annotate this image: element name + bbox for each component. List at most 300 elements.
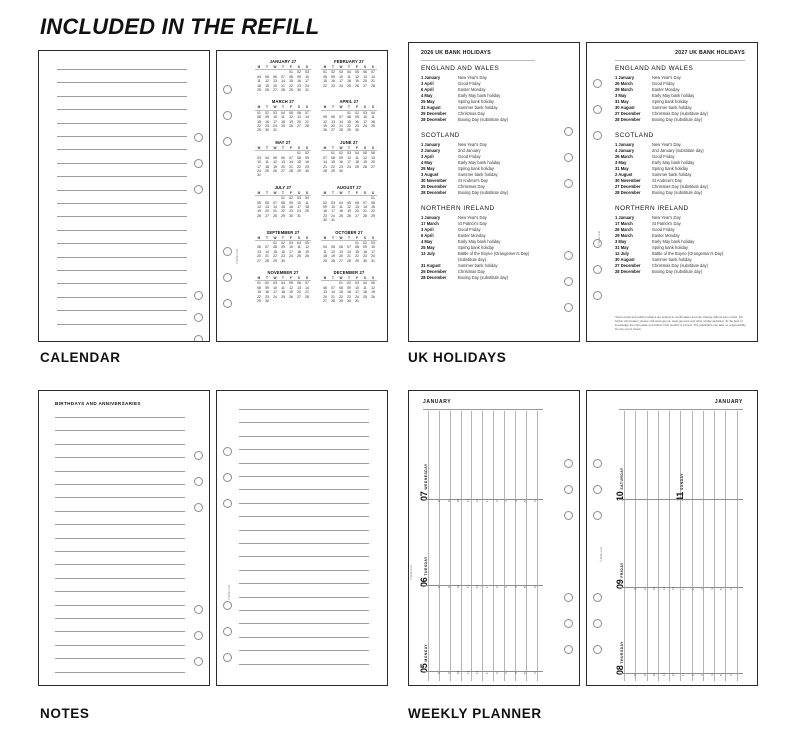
mini-month [255, 140, 311, 178]
day-cell: 10 [331, 204, 335, 209]
day-cell: 30 [265, 128, 269, 133]
day-cell: 16 [355, 119, 359, 124]
holiday-date: 28 December [421, 117, 447, 122]
day-cell: 17 [371, 249, 375, 254]
day-cell: 07 [363, 200, 367, 205]
planner-hour-label: 10 [652, 586, 657, 590]
holidays-list-2027 [615, 65, 747, 284]
day-cell: 23 [331, 83, 335, 88]
day-cell: 04 [265, 155, 269, 160]
day-of-week-label: T [279, 191, 287, 196]
day-cell: 26 [323, 128, 327, 133]
day-cell: 13 [363, 74, 367, 79]
mini-month [321, 230, 377, 263]
day-cell: 23 [323, 213, 327, 218]
holiday-name: Early May bank holiday [458, 93, 501, 98]
day-of-week-label: T [263, 105, 271, 110]
day-cell: 10 [305, 74, 309, 79]
day-cell: 13 [297, 285, 301, 290]
day-cell: 25 [339, 213, 343, 218]
holiday-name: Good Friday [458, 81, 481, 86]
planner-hour-label: 9 [642, 674, 647, 676]
day-cell: 31 [297, 213, 301, 218]
ring-hole-icon [593, 131, 602, 140]
holiday-date: 25 May [421, 245, 435, 250]
ring-hole-icon [194, 451, 203, 460]
planner-hour-label: 1 [485, 586, 489, 588]
ruled-lines [57, 65, 187, 333]
planner-hour-column [680, 411, 681, 681]
day-cell: 15 [257, 290, 261, 295]
day-cell: 20 [297, 119, 301, 124]
day-cell: 07 [273, 200, 277, 205]
planner-hour-label: 3 [504, 586, 509, 588]
day-of-week-label: T [345, 146, 353, 151]
day-cell: 04 [339, 200, 343, 205]
holiday-region-title: SCOTLAND [615, 132, 654, 139]
planner-day-name: THURSDAY [620, 641, 624, 664]
day-of-week-label: F [287, 146, 295, 151]
holiday-region [421, 65, 549, 123]
ruled-line [57, 324, 187, 325]
ruled-line [55, 430, 185, 431]
day-cell: 02 [347, 281, 351, 286]
planner-hour-label: 4 [513, 586, 518, 588]
holiday-name: Easter Monday [652, 233, 680, 238]
day-cell: 12 [331, 249, 335, 254]
day-cell: 05 [257, 200, 261, 205]
ruled-line [55, 672, 185, 673]
day-of-week-label: M [321, 105, 329, 110]
holiday-date: 4 May [421, 160, 433, 165]
day-of-week-label: W [271, 65, 279, 70]
day-of-week-label: F [353, 191, 361, 196]
holiday-name: Spring bank holiday [652, 99, 688, 104]
day-cell: 12 [355, 74, 359, 79]
day-cell: 27 [257, 258, 261, 263]
day-of-week-label: W [271, 276, 279, 281]
day-cell: 02 [305, 151, 309, 156]
planner-hour-column [461, 411, 462, 681]
mini-month-title: SEPTEMBER 27 [266, 229, 300, 235]
ruled-line [55, 497, 185, 498]
day-cell: 16 [289, 204, 293, 209]
holiday-name: Good Friday [652, 154, 675, 159]
day-of-week-label: T [263, 276, 271, 281]
day-of-week-label: M [255, 65, 263, 70]
day-of-week-label: S [361, 276, 369, 281]
holiday-region [421, 205, 549, 281]
holiday-date: 3 April [421, 154, 434, 159]
holiday-name: St Andrew's Day [458, 178, 488, 183]
day-cell: 31 [331, 218, 335, 223]
day-cell: 22 [281, 209, 285, 214]
day-cell: 20 [355, 209, 359, 214]
day-cell: 28 [273, 213, 277, 218]
planner-hour-label: 5 [523, 500, 528, 502]
holidays-footnote: *Some bank and public holidays are subject to confirmation and can change without prior notice. For further information, please visit www.gov.uk, www.gov.scot and other similar websites. To the best of knowledge the information provided in this product is correct. The publishers can take no responsibility for any errors herein. [615, 315, 746, 331]
planner-hour-label: 6 [729, 588, 733, 590]
day-cell: 08 [323, 74, 327, 79]
day-cell: 10 [273, 285, 277, 290]
day-cell: 01 [289, 70, 293, 75]
day-cell: 27 [323, 299, 327, 304]
holiday-date: 31 May [615, 99, 629, 104]
holiday-date: 30 November [615, 178, 641, 183]
day-cell: 15 [347, 119, 351, 124]
mini-month-title: OCTOBER 27 [335, 229, 363, 235]
planner-hour-label: 10 [456, 670, 461, 674]
ring-hole-icon [194, 477, 203, 486]
day-cell: 23 [363, 254, 367, 259]
ring-hole-icon [194, 133, 203, 142]
day-cell: 12 [273, 160, 277, 165]
holiday-row [615, 117, 747, 123]
ruled-line [239, 476, 369, 477]
planner-day-label [615, 562, 625, 589]
day-cell: 20 [363, 79, 367, 84]
ring-hole-icon [593, 79, 602, 88]
day-cell: 18 [281, 119, 285, 124]
day-cell: 25 [265, 168, 269, 173]
holiday-region [421, 132, 549, 196]
day-cell: 17 [305, 79, 309, 84]
day-cell: 15 [355, 249, 359, 254]
day-cell: 15 [297, 160, 301, 165]
day-of-week-label: T [345, 105, 353, 110]
day-cell: 28 [281, 88, 285, 93]
mini-month-title: JULY 27 [274, 184, 292, 190]
day-of-week-label: M [321, 65, 329, 70]
day-cell: 12 [265, 79, 269, 84]
holiday-name: Boxing Day (substitute day) [652, 269, 703, 274]
day-cell: 30 [323, 218, 327, 223]
day-cell: 01 [331, 151, 335, 156]
day-cell: 16 [305, 160, 309, 165]
holiday-date: 6 April [421, 87, 434, 92]
ring-hole-icon [564, 645, 573, 654]
day-of-week-label: F [353, 65, 361, 70]
ruled-lines [55, 409, 185, 677]
day-cell: 10 [273, 115, 277, 120]
planner-month-right: JANUARY [714, 399, 743, 405]
day-of-week-label: M [321, 146, 329, 151]
day-cell: 09 [281, 245, 285, 250]
day-cell: 09 [297, 74, 301, 79]
mini-month-title: JANUARY 27 [269, 59, 297, 64]
day-cell: 24 [371, 254, 375, 259]
day-cell: 14 [323, 160, 327, 165]
mini-month-days [255, 191, 311, 218]
holiday-name: Early May bank holiday [652, 239, 695, 244]
ring-hole-icon [223, 111, 232, 120]
day-of-week-label: W [271, 105, 279, 110]
day-cell: 10 [347, 155, 351, 160]
mini-month-days [321, 276, 377, 303]
day-cell: 17 [273, 119, 277, 124]
ring-hole-icon [194, 503, 203, 512]
day-cell: 11 [281, 285, 285, 290]
planner-hour-columns-right [619, 411, 743, 681]
day-cell: 20 [273, 83, 277, 88]
ruled-line [57, 230, 187, 231]
ring-hole-icon [194, 291, 203, 300]
ruled-line [55, 551, 185, 552]
day-cell: 14 [339, 119, 343, 124]
day-cell: 14 [371, 74, 375, 79]
planner-hour-label: 8 [437, 586, 441, 588]
day-cell: 24 [363, 124, 367, 129]
day-cell: 18 [305, 204, 309, 209]
day-cell: 07 [323, 155, 327, 160]
holidays-heading-2027: 2027 UK BANK HOLIDAYS [675, 50, 745, 56]
planner-hour-label: 1 [681, 588, 685, 590]
holiday-date: 2 January [421, 148, 441, 153]
ruled-line [57, 270, 187, 271]
day-cell: 13 [265, 204, 269, 209]
planner-hour-label: 10 [652, 672, 657, 676]
ring-hole-icon [593, 593, 602, 602]
planner-day-number: 08 [615, 665, 625, 675]
ruled-lines [239, 405, 369, 677]
day-cell: 25 [363, 294, 367, 299]
day-cell: 27 [273, 88, 277, 93]
ring-hole-icon [223, 473, 232, 482]
planner-day-name: TUESDAY [424, 556, 428, 576]
ruled-line [57, 283, 187, 284]
mini-month [255, 99, 311, 132]
planner-day-label [419, 463, 429, 501]
day-of-week-label: T [263, 146, 271, 151]
ring-hole-icon [593, 485, 602, 494]
day-cell: 21 [347, 254, 351, 259]
day-cell: 04 [305, 196, 309, 201]
day-of-week-label: M [255, 191, 263, 196]
planner-day-separator [619, 499, 743, 500]
day-cell: 02 [331, 70, 335, 75]
holiday-date: 1 January [421, 142, 441, 147]
heading-divider [615, 60, 745, 61]
ruled-line [57, 149, 187, 150]
day-cell: 03 [273, 281, 277, 286]
holiday-name: Boxing Day (substitute day) [458, 117, 509, 122]
day-cell: 10 [297, 200, 301, 205]
planner-hour-label: 1 [485, 500, 489, 502]
day-cell: 21 [339, 124, 343, 129]
planner-hour-label: 9 [642, 588, 647, 590]
day-cell: 10 [257, 160, 261, 165]
day-cell: 06 [273, 74, 277, 79]
holiday-date: 30 August [615, 105, 635, 110]
ruled-line [55, 444, 185, 445]
planner-hour-column [493, 411, 494, 681]
day-cell: 21 [305, 290, 309, 295]
day-cell: 03 [305, 70, 309, 75]
planner-day-number: 09 [615, 579, 625, 589]
day-cell: 04 [347, 70, 351, 75]
ring-hole-icon [194, 605, 203, 614]
day-of-week-label: T [279, 276, 287, 281]
day-cell: 11 [297, 245, 301, 250]
day-of-week-label: T [329, 276, 337, 281]
day-cell: 12 [323, 119, 327, 124]
day-cell: 12 [363, 155, 367, 160]
ring-hole-icon [593, 459, 602, 468]
day-cell: 08 [371, 200, 375, 205]
day-of-week-label: T [279, 105, 287, 110]
day-cell: 22 [257, 124, 261, 129]
ring-hole-icon [564, 251, 573, 260]
holiday-name: Good Friday [652, 227, 675, 232]
day-cell: 25 [305, 209, 309, 214]
day-cell: 25 [355, 164, 359, 169]
planner-hour-label: 2 [494, 500, 499, 502]
day-of-week-label: T [329, 146, 337, 151]
day-cell: 18 [363, 290, 367, 295]
ruled-line [239, 583, 369, 584]
ruled-line [57, 163, 187, 164]
day-cell: 30 [347, 299, 351, 304]
day-cell: 20 [371, 160, 375, 165]
day-cell: 15 [281, 204, 285, 209]
day-cell: 17 [355, 290, 359, 295]
ruled-line [239, 409, 369, 410]
day-cell: 22 [257, 294, 261, 299]
day-of-week-label: S [303, 65, 311, 70]
day-cell: 14 [331, 290, 335, 295]
mini-month [321, 185, 377, 223]
ruled-line [239, 664, 369, 665]
holiday-name: Good Friday [652, 81, 675, 86]
holiday-name: Battle of the Boyne (Orangemen's Day) [652, 251, 724, 256]
uk-holidays-2026-inner [409, 43, 579, 341]
mini-month-title: MARCH 27 [271, 99, 295, 105]
mini-month [255, 230, 311, 263]
day-cell: 26 [331, 258, 335, 263]
ruled-line [55, 457, 185, 458]
ruled-line [239, 570, 369, 571]
day-cell: 14 [305, 285, 309, 290]
day-cell: 28 [339, 128, 343, 133]
holiday-name: New Year's Day [652, 142, 681, 147]
ring-hole-icon [564, 277, 573, 286]
holiday-name: Boxing Day (substitute day) [458, 275, 509, 280]
planner-hour-label: 10 [456, 498, 461, 502]
planner-hour-column [658, 411, 659, 681]
day-cell: 21 [363, 209, 367, 214]
day-cell: 19 [331, 254, 335, 259]
holiday-name: Early May bank holiday [458, 160, 501, 165]
day-cell: 03 [289, 240, 293, 245]
day-of-week-label: T [329, 65, 337, 70]
uk-holidays-sheet-2027 [586, 42, 758, 342]
brand-mark: © filofax.com [600, 546, 603, 562]
day-cell: 26 [257, 213, 261, 218]
day-cell: 18 [257, 83, 261, 88]
day-cell: 06 [265, 200, 269, 205]
day-cell: 29 [339, 299, 343, 304]
day-cell: 17 [297, 204, 301, 209]
day-cell: 14 [289, 160, 293, 165]
day-cell: 06 [371, 151, 375, 156]
ruled-line [55, 605, 185, 606]
planner-hour-label: 6 [533, 500, 537, 502]
holiday-date: 12 July [615, 251, 629, 256]
day-cell: 02 [265, 281, 269, 286]
ring-hole-icon [564, 459, 573, 468]
holiday-name: Boxing Day (substitute day) [652, 190, 703, 195]
planner-hour-label: 2 [494, 672, 499, 674]
holiday-name: New Year's Day [652, 215, 681, 220]
day-cell: 16 [331, 79, 335, 84]
day-cell: 09 [331, 74, 335, 79]
day-cell: 08 [257, 115, 261, 120]
ruled-line [55, 511, 185, 512]
mini-month-days [321, 105, 377, 132]
holiday-date: 31 May [615, 245, 629, 250]
day-cell: 15 [371, 204, 375, 209]
ruled-line [57, 123, 187, 124]
ruled-line [55, 417, 185, 418]
day-cell: 13 [273, 79, 277, 84]
day-cell: 10 [355, 285, 359, 290]
ruled-line [239, 556, 369, 557]
holiday-date: 29 March [615, 233, 633, 238]
day-cell: 29 [257, 128, 261, 133]
day-cell: 19 [355, 79, 359, 84]
day-cell: 16 [265, 119, 269, 124]
day-cell: 21 [265, 254, 269, 259]
day-cell: 07 [347, 245, 351, 250]
day-cell: 06 [355, 200, 359, 205]
day-cell: 25 [347, 83, 351, 88]
notes-sheet-right [216, 390, 388, 686]
day-cell: 11 [339, 204, 343, 209]
day-of-week-label: W [337, 236, 345, 241]
day-cell: 06 [281, 155, 285, 160]
day-cell: 15 [273, 249, 277, 254]
day-of-week-label: S [369, 65, 377, 70]
planner-hour-label: 3 [504, 672, 509, 674]
planner-hour-column [635, 411, 636, 681]
day-cell: 16 [339, 160, 343, 165]
day-cell: 26 [289, 124, 293, 129]
mini-month-days [255, 236, 311, 263]
day-cell: 26 [265, 88, 269, 93]
day-cell: 29 [289, 88, 293, 93]
day-cell: 16 [347, 290, 351, 295]
holiday-date: 3 May [615, 160, 627, 165]
day-cell: 18 [265, 164, 269, 169]
day-cell: 06 [297, 110, 301, 115]
day-cell: 19 [363, 160, 367, 165]
holiday-date: 31 May [615, 166, 629, 171]
holiday-date: 29 March [615, 87, 633, 92]
day-of-week-label: T [345, 236, 353, 241]
day-cell: 27 [297, 294, 301, 299]
mini-month [321, 270, 377, 303]
day-cell: 09 [363, 245, 367, 250]
day-cell: 31 [355, 299, 359, 304]
day-cell: 22 [323, 83, 327, 88]
weekly-planner-sheet-left [408, 390, 580, 686]
planner-hour-label: 3 [504, 500, 509, 502]
ring-hole-icon [564, 593, 573, 602]
mini-month-title: JUNE 27 [340, 139, 358, 145]
ring-hole-icon [564, 153, 573, 162]
day-cell: 06 [363, 70, 367, 75]
day-cell: 31 [273, 128, 277, 133]
